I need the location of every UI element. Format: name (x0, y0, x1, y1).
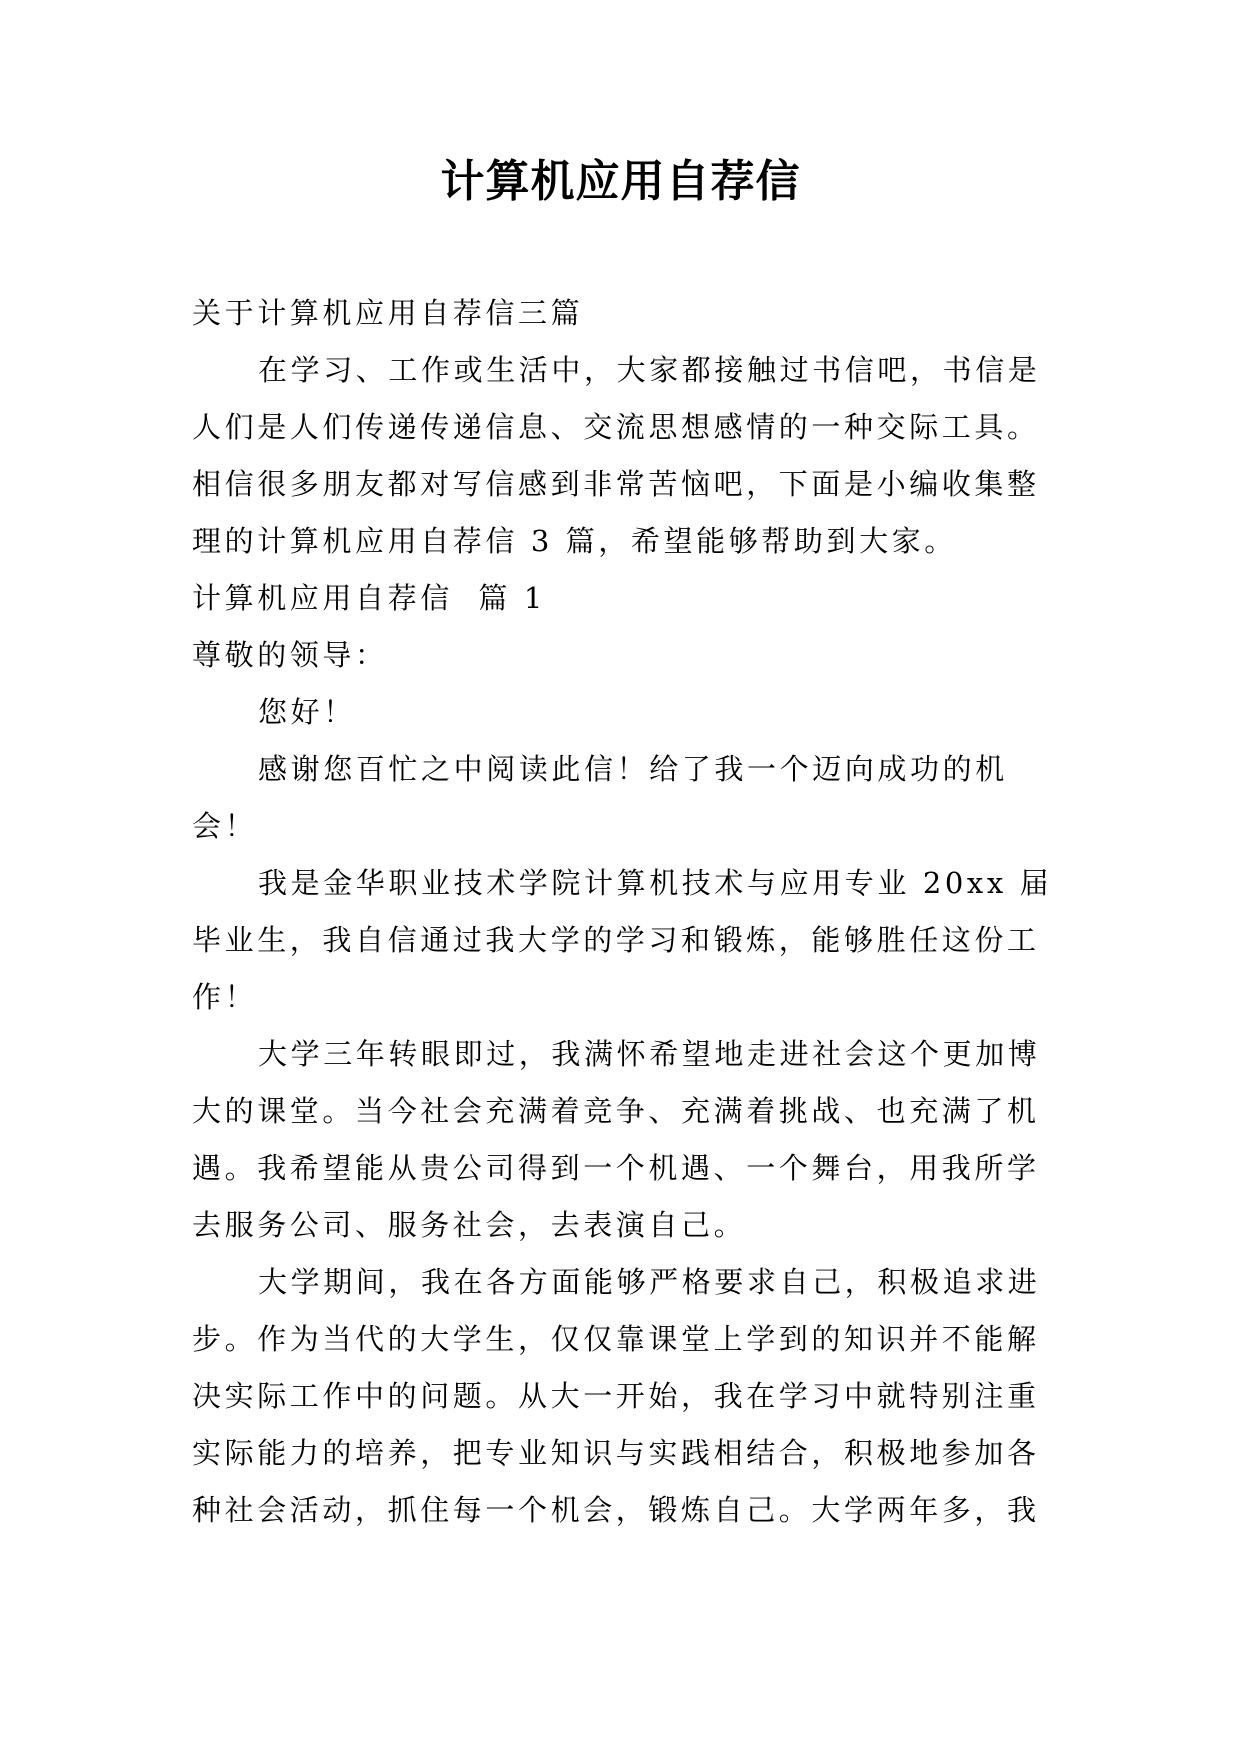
text-line: 理的计算机应用自荐信 3 篇，希望能够帮助到大家。 (192, 524, 957, 558)
text-line: 遇。我希望能从贵公司得到一个机遇、一个舞台，用我所学 (192, 1151, 1040, 1185)
text-line: 计算机应用自荐信 篇 1 (192, 581, 546, 615)
text-line: 关于计算机应用自荐信三篇 (192, 296, 584, 330)
text-line: 大学期间，我在各方面能够严格要求自己，积极追求进 (258, 1265, 1041, 1299)
document-title: 计算机应用自荐信 (440, 156, 801, 207)
text-line: 尊敬的领导： (192, 638, 388, 672)
text-line: 毕业生，我自信通过我大学的学习和锻炼，能够胜任这份工 (192, 923, 1040, 957)
text-line: 相信很多朋友都对写信感到非常苦恼吧，下面是小编收集整 (192, 467, 1040, 501)
text-line: 您好！ (258, 695, 356, 729)
text-line: 在学习、工作或生活中，大家都接触过书信吧，书信是 (258, 353, 1041, 387)
text-line: 种社会活动，抓住每一个机会，锻炼自己。大学两年多，我 (192, 1493, 1040, 1527)
text-line: 大的课堂。当今社会充满着竞争、充满着挑战、也充满了机 (192, 1094, 1040, 1128)
text-line: 我是金华职业技术学院计算机技术与应用专业 20xx 届 (258, 866, 1053, 900)
text-line: 人们是人们传递传递信息、交流思想感情的一种交际工具。 (192, 410, 1040, 444)
text-line: 大学三年转眼即过，我满怀希望地走进社会这个更加博 (258, 1037, 1041, 1071)
text-line: 会！ (192, 809, 258, 843)
text-line: 实际能力的培养，把专业知识与实践相结合，积极地参加各 (192, 1436, 1040, 1470)
text-line: 作！ (192, 980, 258, 1014)
text-line: 去服务公司、服务社会，去表演自己。 (192, 1208, 747, 1242)
text-line: 步。作为当代的大学生，仅仅靠课堂上学到的知识并不能解 (192, 1322, 1040, 1356)
text-line: 感谢您百忙之中阅读此信！给了我一个迈向成功的机 (258, 752, 1008, 786)
text-line: 决实际工作中的问题。从大一开始，我在学习中就特别注重 (192, 1379, 1040, 1413)
document-body (192, 285, 1072, 1539)
